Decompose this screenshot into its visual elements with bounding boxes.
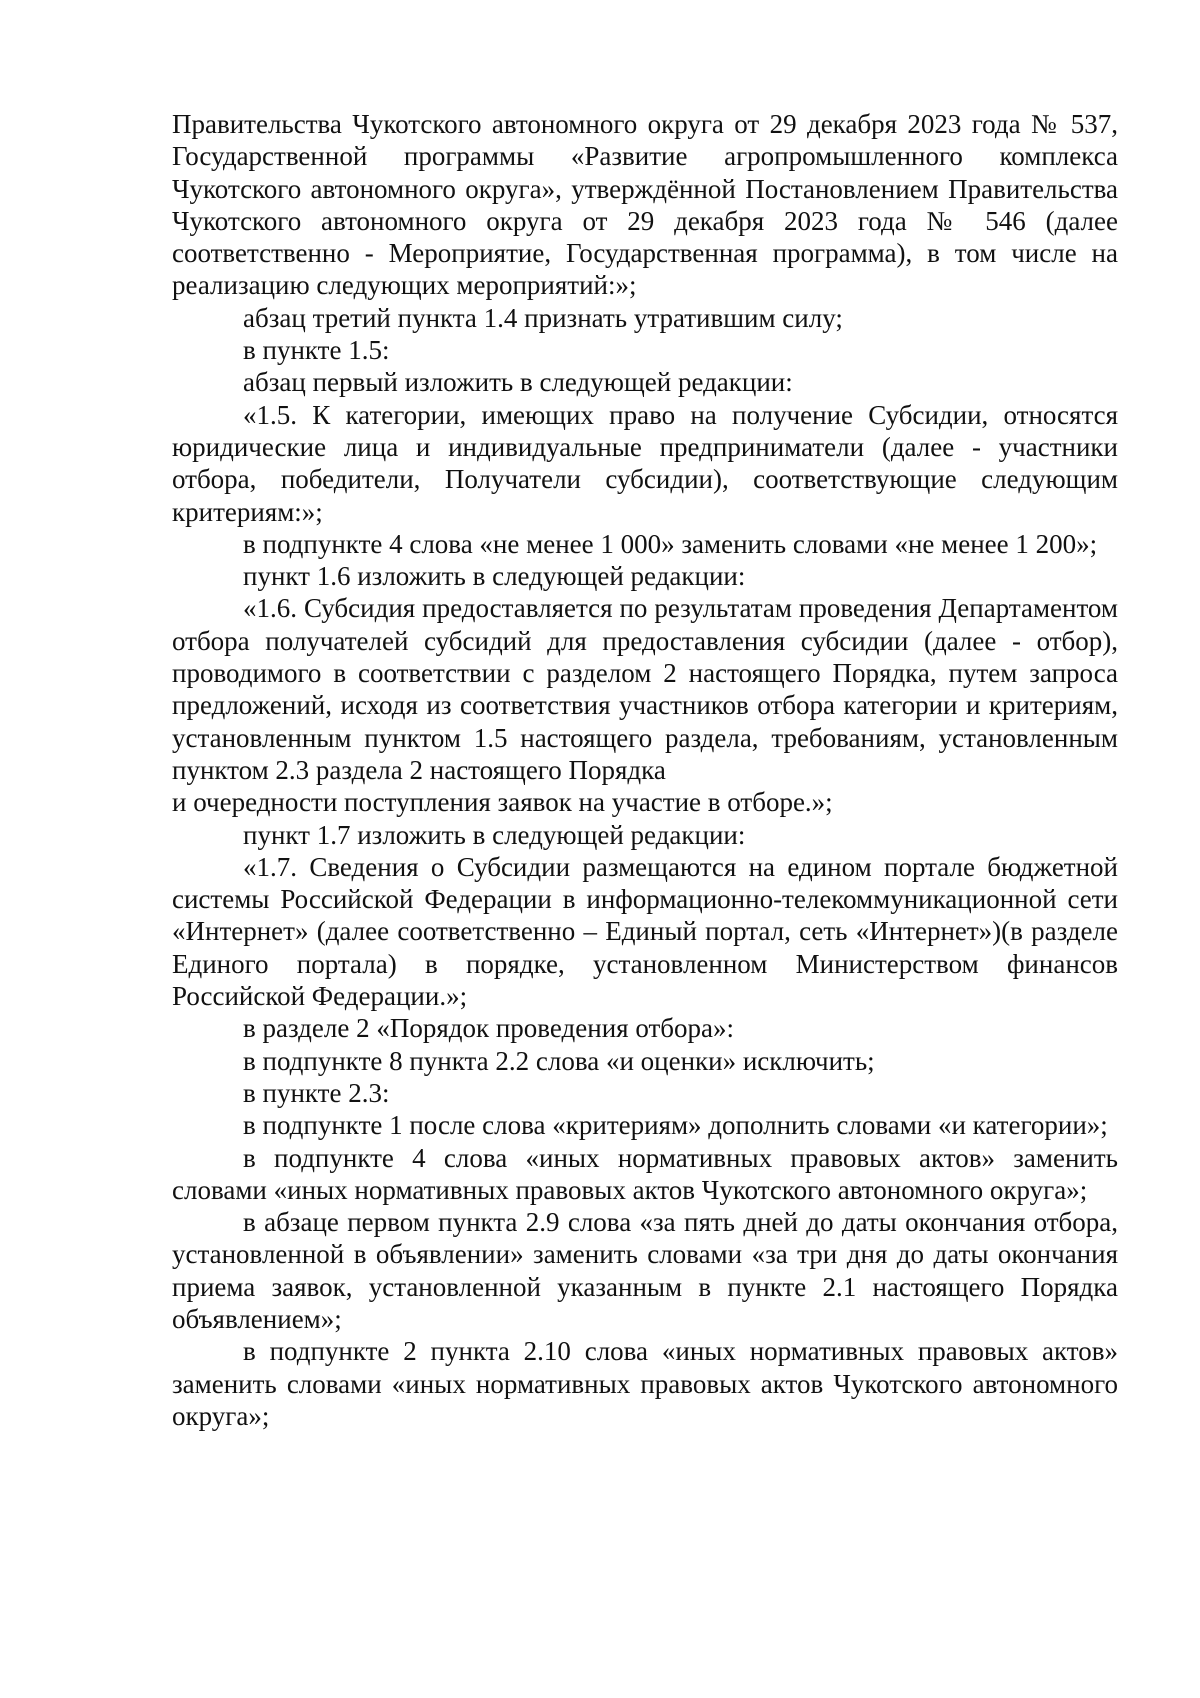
paragraph-clause-2-10: в подпункте 2 пункта 2.10 слова «иных нормативных правовых актов» заменить словами «иных нормативных правовых актов Чукотского автономного округа»; <box>172 1336 1118 1431</box>
paragraph-clause-1-4: абзац третий пункта 1.4 признать утратившим силу; <box>243 302 843 333</box>
paragraph-clause-1-7-text: «1.7. Сведения о Субсидии размещаются на едином портале бюджетной системы Российской Федерации в информационно-телекоммуникационной сети «Интернет» (далее соответственно – Единый портал, сеть «Интернет»)(в разделе Единого портала) в порядке, установленном Министерством финансов Российской Федерации.»; <box>172 851 1118 1012</box>
paragraph-section-2: в разделе 2 «Порядок проведения отбора»: <box>243 1013 734 1044</box>
document-page <box>172 108 1118 1432</box>
paragraph-clause-2-3-sub1: в подпункте 1 после слова «критериям» дополнить словами «и категории»; <box>243 1110 1108 1141</box>
paragraph-clause-2-3-heading: в пункте 2.3: <box>243 1077 390 1108</box>
paragraph-clause-1-7-heading: пункт 1.7 изложить в следующей редакции: <box>243 819 746 850</box>
paragraph-clause-1-6-heading: пункт 1.6 изложить в следующей редакции: <box>243 561 746 592</box>
paragraph-clause-1-5-text: «1.5. К категории, имеющих право на получение Субсидии, относятся юридические лица и индивидуальные предприниматели (далее - участники отбора, победители, Получатели субсидии), соответствующие следующим критериям:»; <box>172 399 1118 527</box>
paragraph-clause-2-9: в абзаце первом пункта 2.9 слова «за пять дней до даты окончания отбора, установленной в объявлении» заменить словами «за три дня до даты окончания приема заявок, установленной указанным в пункте 2.1 настоящего Порядка объявлением»; <box>172 1207 1118 1334</box>
paragraph-clause-1-5-heading: в пункте 1.5: <box>243 335 390 366</box>
paragraph-clause-2-3-sub4: в подпункте 4 слова «иных нормативных правовых актов» заменить словами «иных нормативных правовых актов Чукотского автономного округа»; <box>172 1142 1118 1205</box>
paragraph-subclause-4: в подпункте 4 слова «не менее 1 000» заменить словами «не менее 1 200»; <box>243 528 1098 559</box>
paragraph-first-abstract: абзац первый изложить в следующей редакции: <box>243 367 793 398</box>
paragraph-continuation: Правительства Чукотского автономного округа от 29 декабря 2023 года № 537, Государственной программы «Развитие агропромышленного комплекса Чукотского автономного округа», утверждённой Постановлением Правительства Чукотского автономного округа от 29 декабря 2023 года № 546 (далее соответственно - Мероприятие, Государственная программа), в том числе на реализацию следующих мероприятий:»; <box>172 109 1118 301</box>
paragraph-clause-1-6-text: «1.6. Субсидия предоставляется по результатам проведения Департаментом отбора получателей субсидий для предоставления субсидии (далее - отбор), проводимого в соответствии с разделом 2 настоящего Порядка, путем запроса предложений, исходя из соответствия участников отбора категории и критериям, установленным пунктом 1.5 настоящего раздела, требованиям, установленным пунктом 2.3 раздела 2 настоящего Порядка <box>172 593 1118 785</box>
paragraph-clause-2-2: в подпункте 8 пункта 2.2 слова «и оценки» исключить; <box>243 1045 875 1076</box>
paragraph-clause-1-6-ending: и очередности поступления заявок на участие в отборе.»; <box>172 787 833 818</box>
